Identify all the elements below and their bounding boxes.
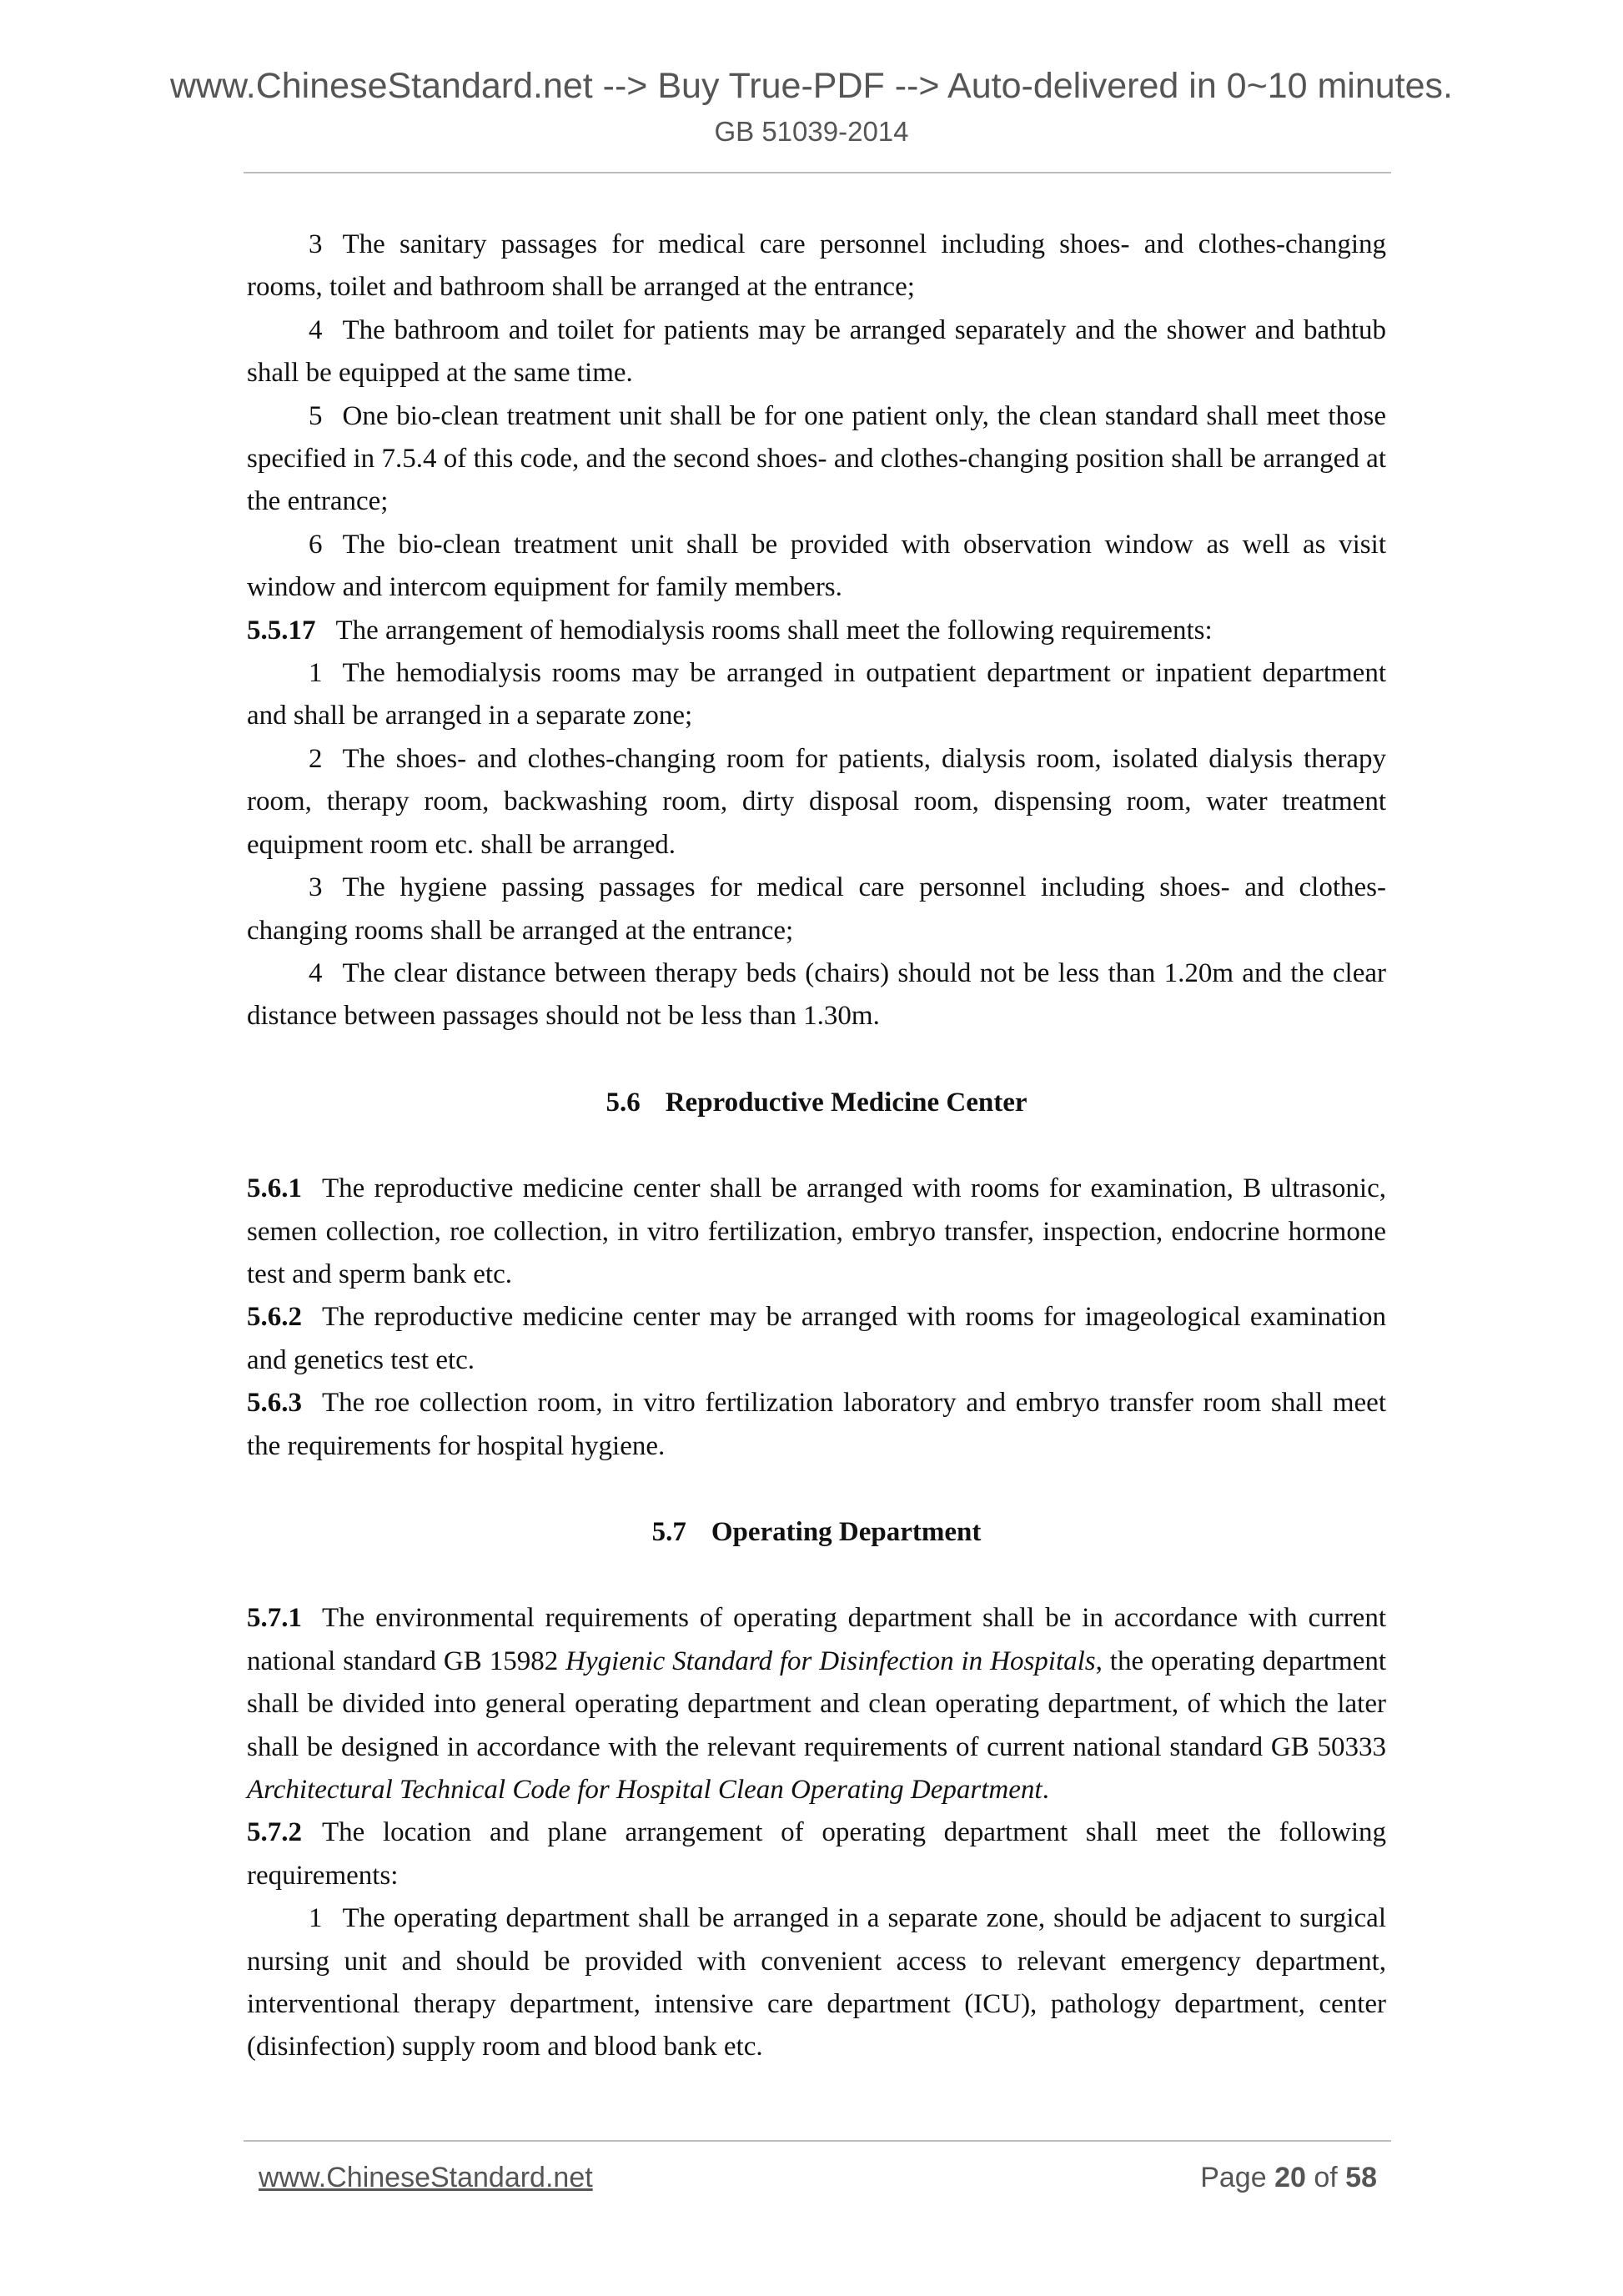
section-title: Reproductive Medicine Center bbox=[665, 1087, 1028, 1118]
item-number: 3 bbox=[309, 229, 323, 259]
item-number: 4 bbox=[309, 314, 323, 345]
item-text: The shoes- and clothes-changing room for patients, dialysis room, isolated dialysis therapy room, therapy room, backwashing room, dirty disposal room, dispensing room, water treatment equipment room etc. shall be arranged. bbox=[247, 743, 1386, 860]
section-number: 5.6 bbox=[605, 1087, 641, 1118]
footer-site-link[interactable]: www.ChineseStandard.net bbox=[259, 2162, 593, 2193]
list-item bbox=[247, 652, 1386, 738]
standard-title: Architectural Technical Code for Hospital Clean Operating Department bbox=[247, 1775, 1043, 1805]
section-heading-5-6 bbox=[247, 1038, 1386, 1168]
clause-number: 5.6.1 bbox=[247, 1173, 302, 1204]
page-current: 20 bbox=[1274, 2162, 1306, 2193]
item-text: The sanitary passages for medical care personnel including shoes- and clothes-changing rooms, toilet and bathroom shall be arranged at the entrance; bbox=[247, 229, 1386, 303]
standard-title: Hygienic Standard for Disinfection in Hospitals bbox=[565, 1645, 1096, 1676]
clause-5-6-1 bbox=[247, 1168, 1386, 1296]
clause-number: 5.6.3 bbox=[247, 1388, 302, 1419]
item-number: 5 bbox=[309, 400, 323, 431]
section-heading-5-7 bbox=[247, 1468, 1386, 1597]
section-title: Operating Department bbox=[711, 1516, 982, 1547]
clause-5-6-3 bbox=[247, 1382, 1386, 1468]
header-banner-link[interactable]: www.ChineseStandard.net --> Buy True-PDF --> Auto-delivered in 0~10 minutes. bbox=[169, 66, 1453, 106]
item-text: The hygiene passing passages for medical care personnel including shoes- and clothes-changing rooms shall be arranged at the entrance; bbox=[247, 872, 1386, 946]
item-text: The hemodialysis rooms may be arranged in outpatient department or inpatient department and shall be arranged in a separate zone; bbox=[247, 658, 1386, 731]
clause-text: The reproductive medicine center shall be arranged with rooms for examination, B ultrasonic, semen collection, roe collection, in vitro fertilization, embryo transfer, inspection, endocrine hormone test and sperm bank etc. bbox=[247, 1173, 1386, 1289]
item-number: 2 bbox=[309, 743, 323, 774]
item-number: 1 bbox=[309, 1903, 323, 1934]
item-text: The bathroom and toilet for patients may be arranged separately and the shower and bathtub shall be equipped at the same time. bbox=[247, 314, 1386, 389]
item-number: 4 bbox=[309, 957, 323, 988]
item-number: 1 bbox=[309, 658, 323, 689]
list-item bbox=[247, 738, 1386, 867]
section-number: 5.7 bbox=[651, 1516, 686, 1547]
page-of: of bbox=[1314, 2162, 1338, 2193]
standard-number: GB 51039-2014 bbox=[714, 116, 909, 147]
clause-5-6-2 bbox=[247, 1296, 1386, 1382]
document-body bbox=[247, 224, 1386, 2069]
clause-number: 5.5.17 bbox=[247, 615, 316, 646]
clause-text: The roe collection room, in vitro fertilization laboratory and embryo transfer room shall meet the requirements for hospital hygiene. bbox=[247, 1388, 1386, 1461]
list-item bbox=[247, 224, 1386, 309]
clause-number: 5.7.2 bbox=[247, 1817, 302, 1848]
footer-divider bbox=[244, 2140, 1391, 2142]
clause-5-7-2 bbox=[247, 1811, 1386, 1897]
list-item bbox=[247, 867, 1386, 952]
clause-text: The reproductive medicine center may be arranged with rooms for imageological examination and genetics test etc. bbox=[247, 1302, 1386, 1375]
item-number: 3 bbox=[309, 872, 323, 903]
list-item bbox=[247, 524, 1386, 610]
header-divider bbox=[244, 172, 1391, 173]
clause-number: 5.6.2 bbox=[247, 1302, 302, 1333]
clause-text: . bbox=[1042, 1775, 1049, 1805]
item-text: One bio-clean treatment unit shall be for one patient only, the clean standard shall meet those specified in 7.5.4 of this code, and the second shoes- and clothes-changing position shall be arranged at the entrance; bbox=[247, 400, 1386, 517]
list-item bbox=[247, 952, 1386, 1038]
clause-text: The environmental requirements of operating department shall be in accordance with current national standard GB 15982 bbox=[247, 1603, 1386, 1676]
item-number: 6 bbox=[309, 529, 323, 560]
clause-text: The location and plane arrangement of operating department shall meet the following requirements: bbox=[247, 1817, 1386, 1891]
clause-text: , the operating department shall be divided into general operating department and clean operating department, of which the later shall be designed in accordance with the relevant requirements of current national standard GB 50333 bbox=[247, 1645, 1387, 1762]
clause-number: 5.7.1 bbox=[247, 1603, 302, 1634]
list-item bbox=[247, 309, 1386, 395]
item-text: The bio-clean treatment unit shall be provided with observation window as well as visit window and intercom equipment for family members. bbox=[247, 529, 1386, 603]
list-item bbox=[247, 395, 1386, 524]
list-item bbox=[247, 1897, 1386, 2069]
page-indicator bbox=[1200, 2162, 1377, 2194]
clause-5-7-1 bbox=[247, 1597, 1386, 1811]
item-text: The operating department shall be arranged in a separate zone, should be adjacent to surgical nursing unit and should be provided with convenient access to relevant emergency department, interventional therapy department, intensive care department (ICU), pathology department, center (disinfection) supply room and blood bank etc. bbox=[247, 1903, 1386, 2062]
clause-text: The arrangement of hemodialysis rooms shall meet the following requirements: bbox=[335, 615, 1213, 646]
page-total: 58 bbox=[1345, 2162, 1377, 2193]
item-text: The clear distance between therapy beds (chairs) should not be less than 1.20m and the clear distance between passages should not be less than 1.30m. bbox=[247, 957, 1386, 1032]
clause-5-5-17 bbox=[247, 610, 1386, 652]
page-word: Page bbox=[1200, 2162, 1267, 2193]
